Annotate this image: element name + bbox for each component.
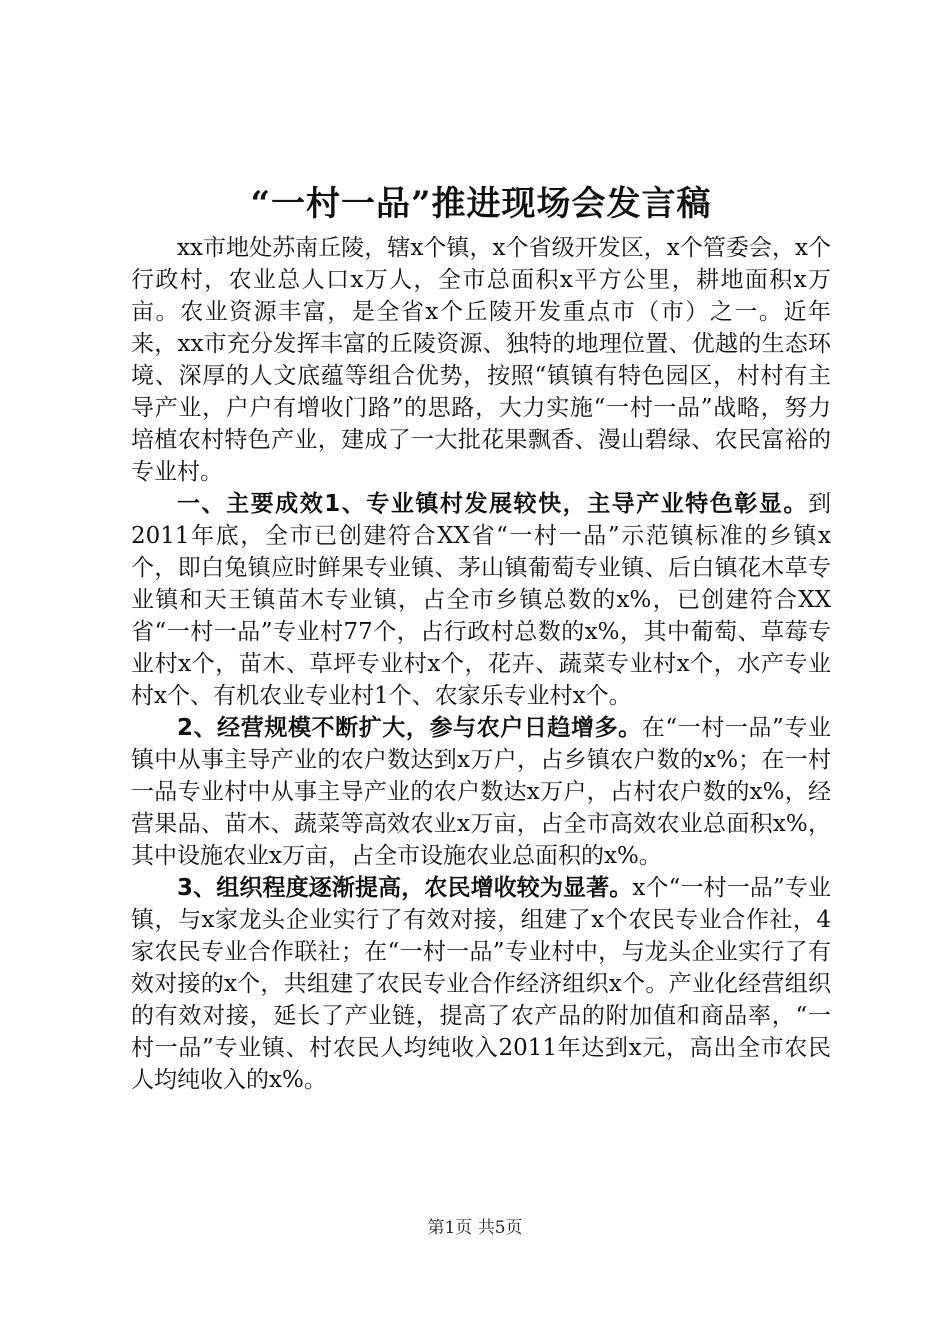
document-body	[131, 180, 831, 1096]
document-title: “一村一品”推进现场会发言稿	[250, 184, 712, 224]
section-3-heading: 3、组织程度逐渐提高，农民增收较为显著。	[177, 875, 633, 901]
section-1-text: 到2011年底，全市已创建符合XX省“一村一品”示范镇标准的乡镇x个，即白兔镇应时鲜果专业镇、茅山镇葡萄专业镇、后白镇花木草专业镇和天王镇苗木专业镇，占全市乡镇总数的x%，已创建符合XX省“一村一品”专业村77个，占行政村总数的x%，其中葡萄、草莓专业村x个，苗木、草坪专业村x个，花卉、蔬菜专业村x个，水产专业村x个、有机农业专业村1个、农家乐专业村x个。	[131, 491, 831, 709]
paragraph-intro-text: xx市地处苏南丘陵，辖x个镇，x个省级开发区，x个管委会，x个行政村，农业总人口x万人，全市总面积x平方公里，耕地面积x万亩。农业资源丰富，是全省x个丘陵开发重点市（市）之一。近年来，xx市充分发挥丰富的丘陵资源、独特的地理位置、优越的生态环境、深厚的人文底蕴等组合优势，按照“镇镇有特色园区，村村有主导产业，户户有增收门路”的思路，大力实施“一村一品”战略，努力培植农村特色产业，建成了一大批花果飘香、漫山碧绿、农民富裕的专业村。	[131, 235, 831, 485]
section-2-text: 在“一村一品”专业镇中从事主导产业的农户数达到x万户，占乡镇农户数的x%；在一村一品专业村中从事主导产业的农户数达x万户，占村农户数的x%，经营果品、苗木、蔬菜等高效农业x万亩，占全市高效农业总面积x%，其中设施农业x万亩，占全市设施农业总面积的x%。	[131, 715, 831, 869]
section-3-text: x个“一村一品”专业镇，与x家龙头企业实行了有效对接，组建了x个农民专业合作社，4家农民专业合作联社；在“一村一品”专业村中，与龙头企业实行了有效对接的x个，共组建了农民专业合作经济组织x个。产业化经营组织的有效对接，延长了产业链，提高了农产品的附加值和商品率，“一村一品”专业镇、村农民人均纯收入2011年达到x元，高出全市农民人均纯收入的x%。	[131, 875, 831, 1093]
paragraph-section-3	[131, 872, 831, 1096]
section-2-heading: 2、经营规模不断扩大，参与农户日趋增多。	[177, 715, 642, 741]
paragraph-section-1	[131, 488, 831, 712]
paragraph-section-2	[131, 712, 831, 872]
page-number-footer: 第1页 共5页	[427, 1218, 523, 1238]
paragraph-intro	[131, 232, 831, 488]
section-1-heading: 一、主要成效1、专业镇村发展较快，主导产业特色彰显。	[177, 491, 808, 517]
